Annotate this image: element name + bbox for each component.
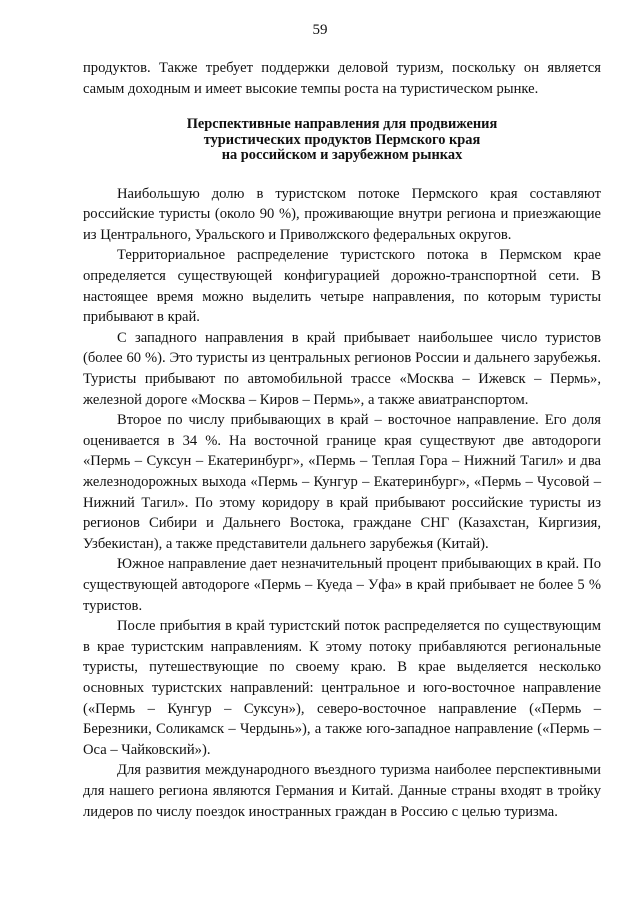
section-heading [83, 117, 601, 164]
paragraph: После прибытия в край туристский поток распределяется по существующим в крае туристским направлениям. К этому потоку прибавляются региональные туристы, путешествующие по своему краю. В крае выделяется несколько основных туристских направлений: центральное и юго-восточное направление («Пермь – Кунгур – Суксун»), северо-восточное направление («Пермь – Березники, Соликамск – Чердынь»), а также юго-западное направление («Пермь – Оса – Чайковский»). [83, 618, 601, 758]
paragraph: Второе по числу прибывающих в край – восточное направление. Его доля оценивается в 34 %. На восточной границе края существуют две автодороги «Пермь – Суксун – Екатеринбург», «Пермь – Теплая Гора – Нижний Тагил» и два железнодорожных выхода «Пермь – Кунгур – Екатеринбург», «Пермь – Чусовой – Нижний Тагил». По этому коридору в край прибывают российские туристы из регионов Сибири и Дальнего Востока, граждане СНГ (Казахстан, Киргизия, Узбекистан), а также представители дальнего зарубежья (Китай). [83, 412, 601, 552]
paragraph: Для развития международного въездного туризма наиболее перспективными для нашего региона являются Германия и Китай. Данные страны входят в тройку лидеров по числу поездок иностранных граждан в Россию с целью туризма. [83, 762, 601, 820]
heading-line: Перспективные направления для продвижения [186, 116, 498, 133]
paragraph: С западного направления в край прибывает наибольшее число туристов (более 60 %). Это туристы из центральных регионов России и дальнего зарубежья. Туристы прибывают по автомобильной трассе «Москва – Ижевск – Пермь», железной дороге «Москва – Киров – Пермь», а также авиатранспортом. [83, 329, 601, 408]
heading-line: на российском и зарубежном рынках [221, 147, 463, 164]
paragraph-continuation: продуктов. Также требует поддержки деловой туризм, поскольку он является самым доходным и имеет высокие темпы роста на туристическом рынке. [83, 60, 601, 97]
page-number: 59 [312, 22, 328, 38]
paragraph: Наибольшую долю в туристском потоке Пермского края составляют российские туристы (около 90 %), проживающие внутри региона и приезжающие из Центрального, Уральского и Приволжского федеральных округов. [83, 185, 601, 243]
paragraph: Южное направление дает незначительный процент прибывающих в край. По существующей автодороге «Пермь – Куеда – Уфа» в край прибывает не более 5 % туристов. [83, 556, 601, 614]
paragraph: Территориальное распределение туристского потока в Пермском крае определяется существующей конфигурацией дорожно-транспортной сети. В настоящее время можно выделить четыре направления, по которым туристы прибывают в край. [83, 247, 601, 326]
heading-line: туристических продуктов Пермского края [203, 131, 481, 148]
document-body [83, 58, 601, 822]
